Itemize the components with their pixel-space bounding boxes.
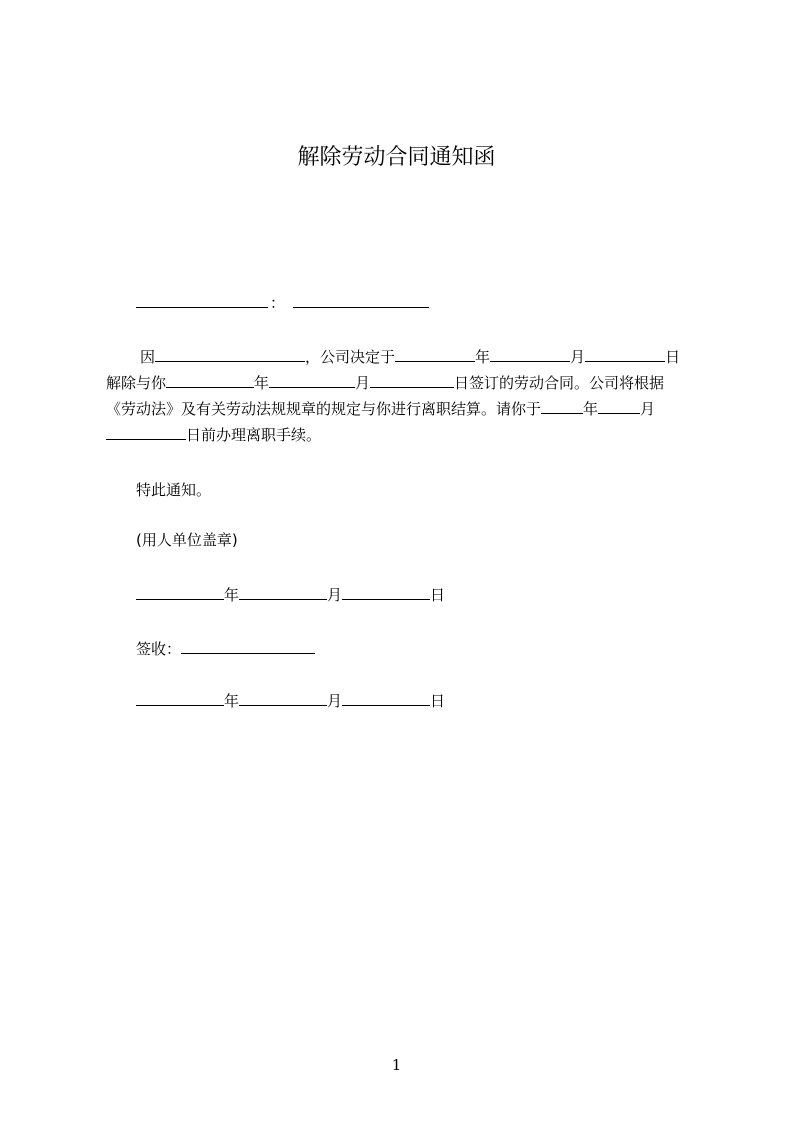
recipient-id-blank[interactable] <box>293 292 429 308</box>
body-text: 解除与你 <box>106 374 167 392</box>
seal-label: (用人单位盖章) <box>136 531 238 549</box>
settlement-month-blank[interactable] <box>598 398 640 414</box>
receipt-month-blank[interactable] <box>239 690 327 706</box>
receipt-date-line <box>136 690 445 710</box>
salutation-colon: ： <box>270 294 286 312</box>
contract-day-blank[interactable] <box>370 372 454 388</box>
termination-year-blank[interactable] <box>395 346 475 362</box>
receipt-year-blank[interactable] <box>136 690 224 706</box>
day-label: 日 <box>430 692 446 710</box>
recipient-name-blank[interactable] <box>136 292 268 308</box>
body-line-1 <box>140 346 680 366</box>
body-text: 年 <box>583 400 599 418</box>
receipt-label: 签收： <box>136 640 182 658</box>
issue-year-blank[interactable] <box>136 584 224 600</box>
settlement-year-blank[interactable] <box>541 398 583 414</box>
body-line-4 <box>106 424 321 444</box>
receipt-signature-blank[interactable] <box>181 638 315 654</box>
body-text: 年 <box>254 374 270 392</box>
body-text: 《劳动法》及有关劳动法规规章的规定与你进行离职结算。请你于 <box>106 400 542 418</box>
contract-year-blank[interactable] <box>166 372 254 388</box>
month-label: 月 <box>327 586 343 604</box>
page-number: 1 <box>391 1056 402 1074</box>
body-text: 日签订的劳动合同。公司将根据 <box>454 374 665 392</box>
reason-blank[interactable] <box>155 346 305 362</box>
body-text: 年 <box>475 348 491 366</box>
body-text: 月 <box>640 400 656 418</box>
receipt-line <box>136 638 315 658</box>
termination-day-blank[interactable] <box>585 346 665 362</box>
year-label: 年 <box>224 692 240 710</box>
document-title: 解除劳动合同通知函 <box>297 145 496 170</box>
contract-month-blank[interactable] <box>269 372 355 388</box>
receipt-day-blank[interactable] <box>342 690 430 706</box>
body-line-3 <box>106 398 655 418</box>
month-label: 月 <box>327 692 343 710</box>
body-text: 月 <box>355 374 371 392</box>
notice-text: 特此通知。 <box>136 481 212 499</box>
body-text: 日 <box>665 348 681 366</box>
salutation-line <box>136 292 429 312</box>
body-text: 因 <box>140 348 156 366</box>
settlement-day-blank[interactable] <box>106 424 186 440</box>
body-text: 日前办理离职手续。 <box>186 426 322 444</box>
body-line-2 <box>106 372 664 392</box>
body-text: ，公司决定于 <box>305 348 396 366</box>
body-text: 月 <box>570 348 586 366</box>
issue-month-blank[interactable] <box>239 584 327 600</box>
termination-month-blank[interactable] <box>490 346 570 362</box>
issue-day-blank[interactable] <box>342 584 430 600</box>
issue-date-line <box>136 584 445 604</box>
day-label: 日 <box>430 586 446 604</box>
year-label: 年 <box>224 586 240 604</box>
